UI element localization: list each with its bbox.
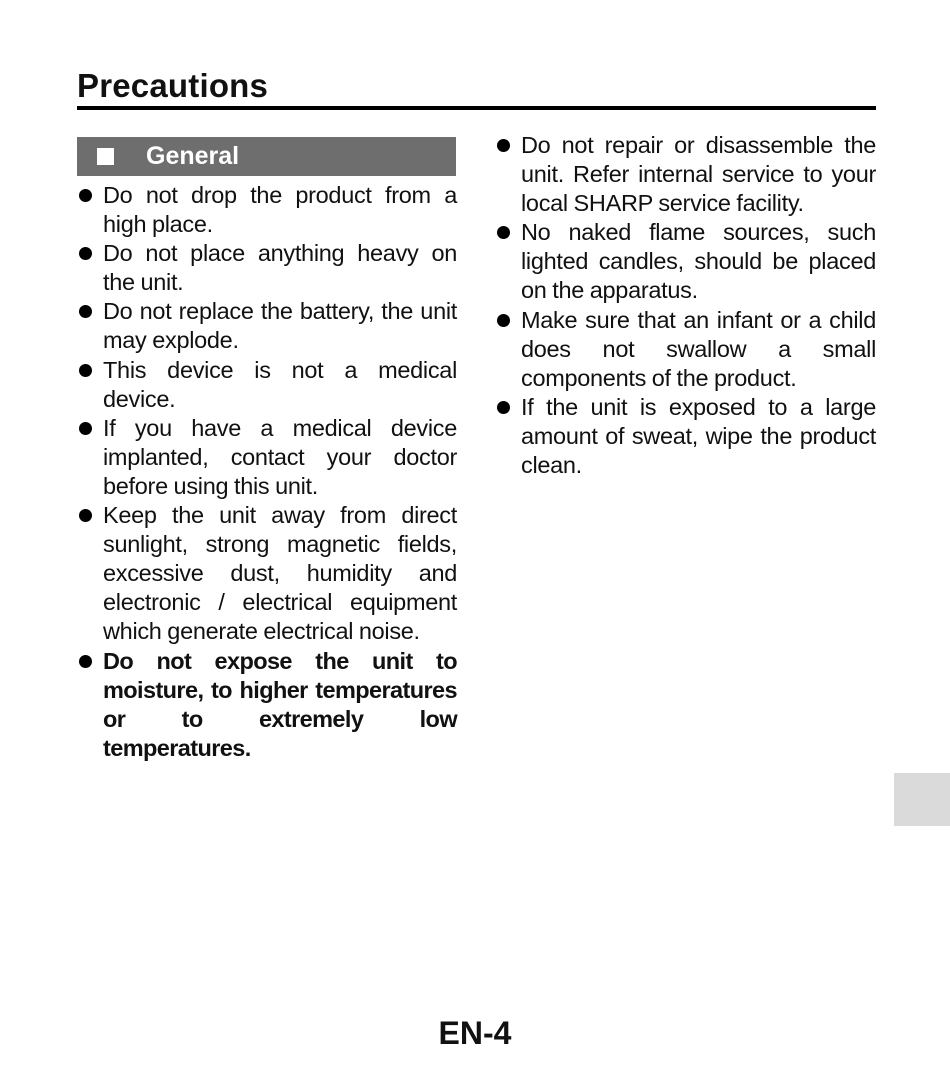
bullet-icon bbox=[497, 314, 510, 327]
list-item bbox=[495, 306, 876, 393]
list-item-text: Do not expose the unit to moisture, to higher temperatures or to extremely low temperatures. bbox=[103, 647, 457, 761]
bullet-icon bbox=[497, 226, 510, 239]
right-precautions-list bbox=[495, 131, 876, 480]
bullet-icon bbox=[79, 364, 92, 377]
list-item bbox=[77, 239, 457, 297]
list-item bbox=[77, 356, 457, 414]
list-item-warning bbox=[77, 647, 457, 763]
bullet-icon bbox=[79, 655, 92, 668]
section-header-general bbox=[77, 137, 456, 176]
section-title: General bbox=[146, 142, 240, 170]
bullet-icon bbox=[79, 509, 92, 522]
list-item-text: Keep the unit away from direct sunlight, strong magnetic fields, excessive dust, humidity and electronic / electrical equipment which generate electrical noise. bbox=[103, 502, 457, 645]
list-item-text: Do not place anything heavy on the unit. bbox=[103, 240, 457, 296]
list-item-text: This device is not a medical device. bbox=[103, 356, 457, 412]
list-item-text: Do not drop the product from a high place. bbox=[103, 182, 457, 238]
list-item bbox=[77, 501, 457, 646]
bullet-icon bbox=[79, 247, 92, 260]
list-item bbox=[495, 218, 876, 305]
list-item bbox=[77, 297, 457, 355]
bullet-icon bbox=[79, 422, 92, 435]
bullet-icon bbox=[79, 305, 92, 318]
list-item-text: If the unit is exposed to a large amount of sweat, wipe the product clean. bbox=[521, 393, 876, 479]
list-item-text: Do not repair or disassemble the unit. Refer internal service to your local SHARP service facility. bbox=[521, 132, 876, 217]
list-item-text: No naked flame sources, such lighted candles, should be placed on the apparatus. bbox=[521, 219, 876, 304]
bullet-icon bbox=[497, 401, 510, 414]
list-item-text: Make sure that an infant or a child does not swallow a small components of the product. bbox=[521, 306, 876, 391]
list-item bbox=[495, 131, 876, 218]
list-item-text: Do not replace the battery, the unit may explode. bbox=[103, 298, 457, 354]
square-icon bbox=[97, 148, 114, 165]
list-item-text: If you have a medical device implanted, contact your doctor before using this unit. bbox=[103, 414, 457, 499]
page-number: EN-4 bbox=[438, 1015, 512, 1051]
list-item bbox=[77, 414, 457, 501]
list-item bbox=[77, 181, 457, 239]
page-title: Precautions bbox=[77, 67, 269, 104]
left-precautions-list bbox=[77, 181, 457, 763]
bullet-icon bbox=[497, 139, 510, 152]
side-thumb-tab bbox=[894, 773, 950, 826]
list-item bbox=[495, 393, 876, 480]
bullet-icon bbox=[79, 189, 92, 202]
title-divider bbox=[77, 106, 876, 110]
